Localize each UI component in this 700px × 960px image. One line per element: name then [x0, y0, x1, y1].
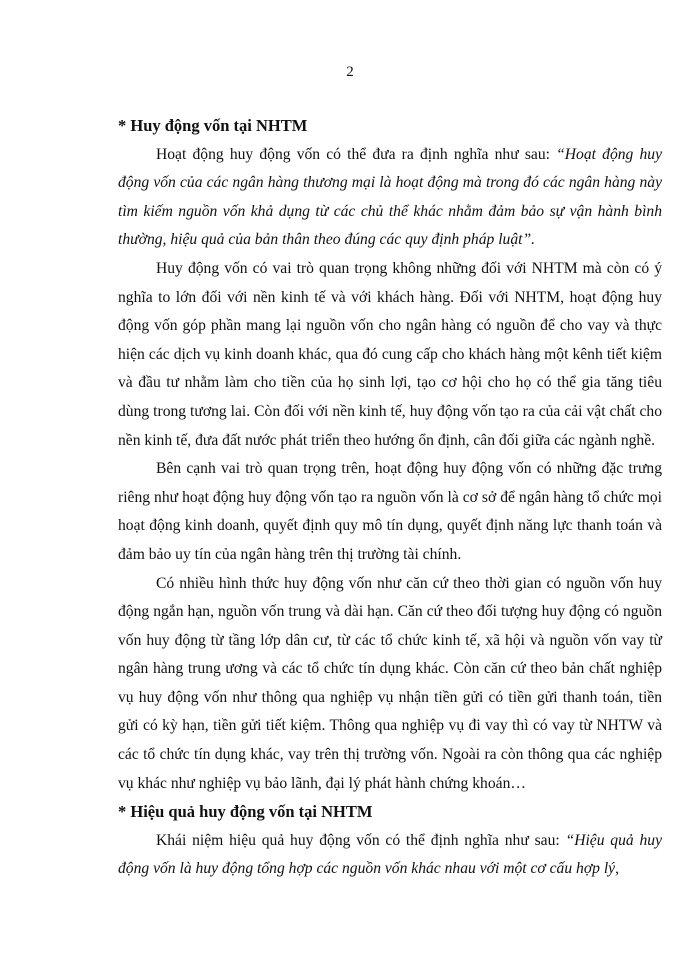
section-heading-huy-dong-von: * Huy động vốn tại NHTM: [118, 116, 308, 135]
definition-quote: “Hoạt động huy động vốn của các ngân hàng thương mại là hoạt động mà trong đó các ngân hàng này tìm kiếm nguồn vốn khả dụng từ các chủ thể khác nhằm đảm bảo sự vận hành bình thường, hiệu quả của bản thân theo đúng các quy định pháp luật”.: [118, 145, 663, 249]
paragraph-lead-text: Khái niệm hiệu quả huy động vốn có thể định nghĩa như sau:: [156, 831, 566, 849]
paragraph-lead-text: Hoạt động huy động vốn có thể đưa ra định nghĩa như sau:: [156, 145, 557, 163]
paragraph-definition: [118, 141, 662, 255]
document-body: [118, 112, 662, 884]
paragraph-role: Huy động vốn có vai trò quan trọng không những đối với NHTM mà còn có ý nghĩa to lớn đối với nền kinh tế và với khách hàng. Đối với NHTM, hoạt động huy động vốn góp phần mang lại nguồn vốn cho ngân hàng có nguồn để cho vay và thực hiện các dịch vụ kinh doanh khác, qua đó cung cấp cho khách hàng một kênh tiết kiệm và đầu tư nhằm làm cho tiền của họ sinh lợi, tạo cơ hội cho họ có thể gia tăng tiêu dùng trong tương lai. Còn đối với nền kinh tế, huy động vốn tạo ra của cải vật chất cho nền kinh tế, đưa đất nước phát triển theo hướng ổn định, cân đối giữa các ngành nghề.: [118, 259, 662, 449]
paragraph-characteristics: Bên cạnh vai trò quan trọng trên, hoạt động huy động vốn có những đặc trưng riêng như hoạt động huy động vốn tạo ra nguồn vốn là cơ sở để ngân hàng tổ chức mọi hoạt động kinh doanh, quyết định quy mô tín dụng, quyết định năng lực thanh toán và đảm bảo uy tín của ngân hàng trên thị trường tài chính.: [118, 460, 662, 563]
section-heading-hieu-qua: * Hiệu quả huy động vốn tại NHTM: [118, 802, 373, 822]
paragraph-efficiency-definition: [118, 827, 662, 884]
paragraph-forms: Có nhiều hình thức huy động vốn như căn cứ theo thời gian có nguồn vốn huy động ngắn hạn, nguồn vốn trung và dài hạn. Căn cứ theo đối tượng huy động có nguồn vốn huy động từ tầng lớp dân cư, từ các tổ chức kinh tế, xã hội và nguồn vốn vay từ ngân hàng trung ương và các tổ chức tín dụng khác. Còn căn cứ theo bản chất nghiệp vụ huy động vốn như thông qua nghiệp vụ nhận tiền gửi có tiền gửi thanh toán, tiền gửi có kỳ hạn, tiền gửi tiết kiệm. Thông qua nghiệp vụ đi vay thì có vay từ NHTW và các tổ chức tín dụng khác, vay trên thị trường vốn. Ngoài ra còn thông qua các nghiệp vụ khác như nghiệp vụ bảo lãnh, đại lý phát hành chứng khoán…: [118, 574, 662, 792]
page-number: 2: [346, 64, 354, 80]
efficiency-quote: “Hiệu quả huy động vốn là huy động tổng hợp các nguồn vốn khác nhau với một cơ cấu hợp lý,: [118, 831, 663, 878]
